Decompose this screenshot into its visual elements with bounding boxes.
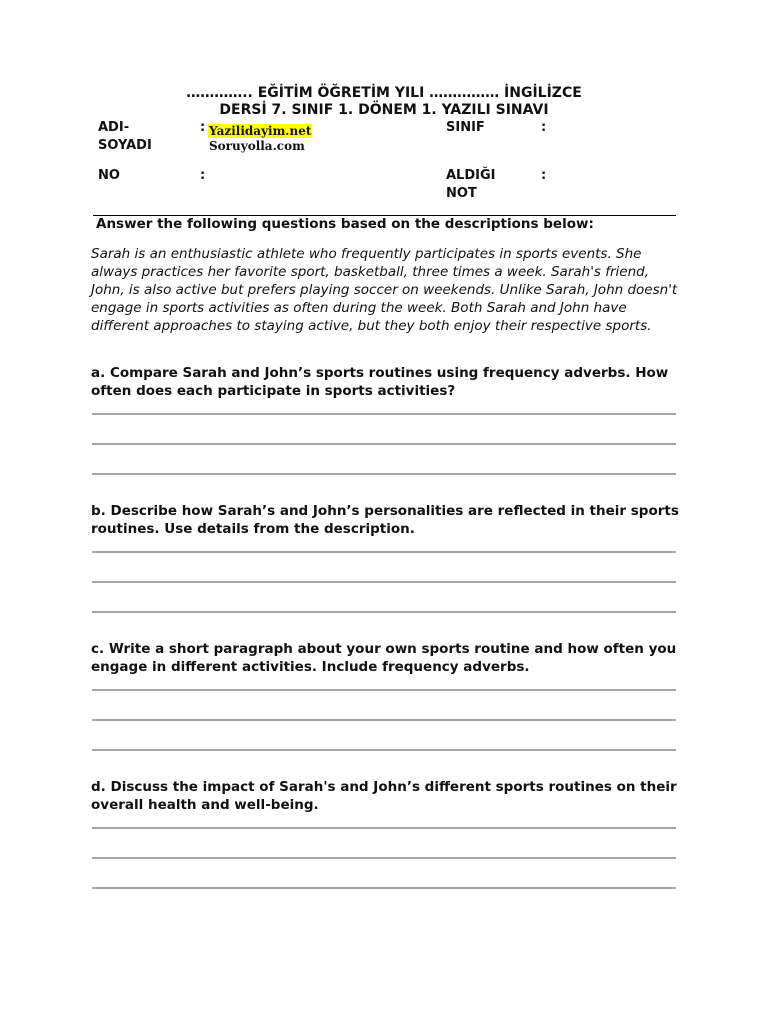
question-a: a. Compare Sarah and John’s sports routines using frequency adverbs. How often does each participate in sports activities? [91,365,669,399]
question-c: c. Write a short paragraph about your own sports routine and how often you engage in different activities. Include frequency adverbs. [91,641,677,675]
answer-line-c2[interactable] [92,719,676,721]
watermark-site2-wrap [208,135,306,154]
answer-line-b3[interactable] [92,611,676,613]
name-colon: : [200,120,206,135]
site-yazilidayim: Yazilidayim.net [209,124,312,138]
site-soruyolla: Soruyolla.com [209,139,305,153]
grade-label [446,167,495,203]
number-label: NO [98,168,120,183]
name-label-line2: SOYADI [98,138,152,153]
class-colon: : [541,120,547,135]
name-label-line1: ADI- [98,120,130,135]
question-b: b. Describe how Sarah’s and John’s personalities are reflected in their sports routines. Use details from the description. [91,503,679,537]
number-colon: : [200,168,206,183]
reading-passage: Sarah is an enthusiastic athlete who frequently participates in sports events. She always practices her favorite sport, basketball, three times a week. Sarah's friend, John, is also active but prefers playing soccer on weekends. Unlike Sarah, John doesn't engage in sports activities as often during the week. Both Sarah and John have different approaches to staying active, but they both enjoy their respective sports. [91,246,678,334]
answer-line-c1[interactable] [92,689,676,691]
answer-line-b1[interactable] [92,551,676,553]
question-d: d. Discuss the impact of Sarah's and John’s different sports routines on their overall health and well-being. [91,779,677,813]
exam-title [90,85,678,119]
grade-colon: : [541,168,547,183]
exam-title-line2: DERSİ 7. SINIF 1. DÖNEM 1. YAZILI SINAVI [219,102,549,118]
name-label [98,119,152,155]
answer-line-d1[interactable] [92,827,676,829]
answer-line-d2[interactable] [92,857,676,859]
instruction: Answer the following questions based on the descriptions below: [96,216,594,232]
class-label: SINIF [446,120,485,135]
grade-label-line1: ALDIĞI [446,168,496,183]
exam-title-line1: ………….. EĞİTİM ÖĞRETİM YILI …………… İNGİLİZCE [186,85,582,101]
answer-line-a3[interactable] [92,473,676,475]
answer-line-c3[interactable] [92,749,676,751]
answer-line-a1[interactable] [92,413,676,415]
answer-line-b2[interactable] [92,581,676,583]
grade-label-line2: NOT [446,186,477,201]
answer-line-d3[interactable] [92,887,676,889]
answer-line-a2[interactable] [92,443,676,445]
